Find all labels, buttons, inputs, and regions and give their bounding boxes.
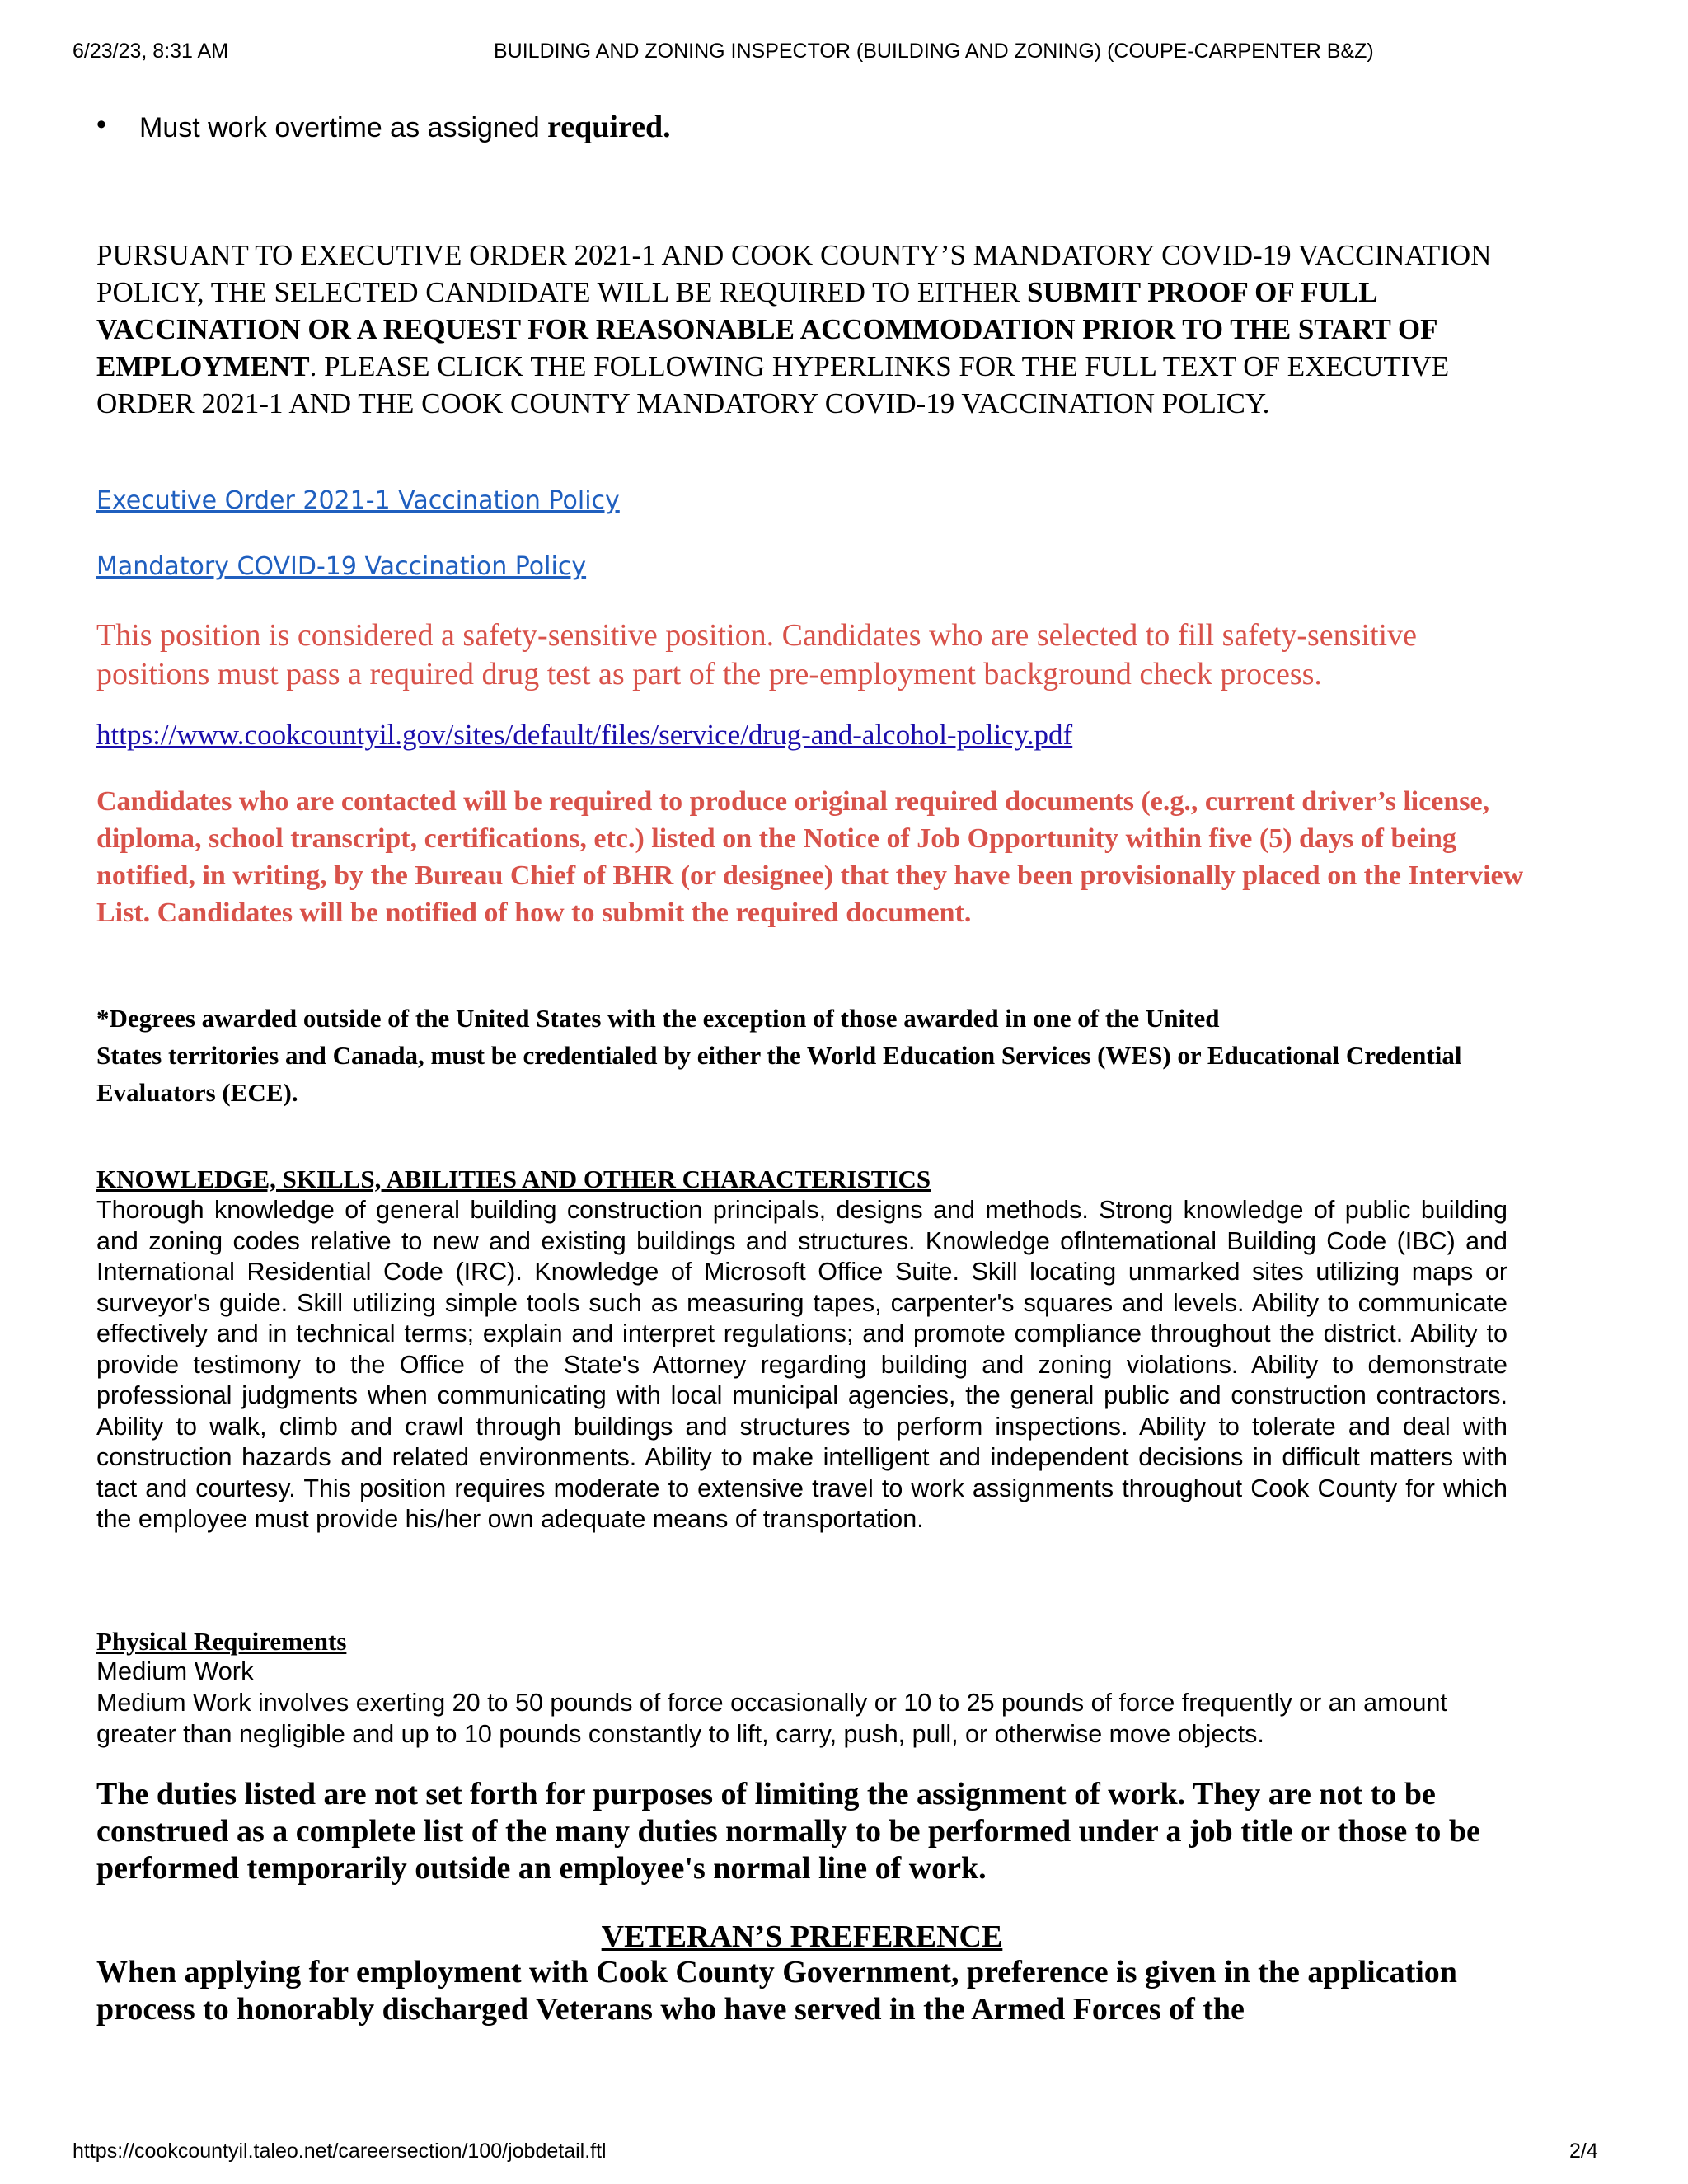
mandatory-vaccination-link[interactable]: Mandatory COVID-19 Vaccination Policy	[96, 552, 587, 581]
covid-policy-paragraph: PURSUANT TO EXECUTIVE ORDER 2021-1 AND COOK COUNTY’S MANDATORY COVID-19 VACCINATION POLICY, THE SELECTED CANDIDATE WILL BE REQUIRED TO EITHER SUBMIT PROOF OF FULL VACCINATION OR A REQUEST FOR REASONABLE ACCOMMODATION PRIOR TO THE START OF EMPLOYMENT. PLEASE CLICK THE FOLLOWING HYPERLINKS FOR THE FULL TEXT OF EXECUTIVE ORDER 2021-1 AND THE COOK COUNTY MANDATORY COVID-19 VACCINATION POLICY.	[96, 239, 1492, 419]
veterans-preference-body: When applying for employment with Cook County Government, preference is given in the application process to honorably discharged Veterans who have served in the Armed Forces of the	[96, 1955, 1457, 2027]
veterans-preference-heading: VETERAN’S PREFERENCE	[601, 1919, 1003, 1954]
physical-requirements-body: Medium Work involves exerting 20 to 50 pounds of force occasionally or 10 to 25 pounds of force frequently or an amount greater than negligible and up to 10 pounds constantly to lift, carry, push, pull, or otherwise move objects.	[96, 1689, 1447, 1748]
executive-order-link[interactable]: Executive Order 2021-1 Vaccination Policy	[96, 486, 620, 515]
required-documents-notice: Candidates who are contacted will be required to produce original required documents (e.g., current driver’s license, diploma, school transcript, certifications, etc.) listed on the Notice of Job Opportunity within five (5) days of being notified, in writing, by the Bureau Chief of BHR (or designee) that they have been provisionally placed on the Interview List. Candidates will be notified of how to submit the required document.	[96, 786, 1524, 928]
bullet-text: Must work overtime as assigned	[139, 112, 548, 143]
bullet-bold-text: required.	[547, 110, 671, 144]
print-datetime: 6/23/23, 8:31 AM	[73, 40, 229, 63]
ksa-body: Thorough knowledge of general building construction principals, designs and methods. Strong knowledge of public building and zoning codes relative to new and existing buildings and structures. Knowledge oflntemational Building Code (IBC) and International Residential Code (IRC). Knowledge of Microsoft Office Suite. Skill locating unmarked sites utilizing maps or surveyor's guide. Skill utilizing simple tools such as measuring tapes, carpenter's squares and levels. Ability to communicate effectively and in technical terms; explain and interpret regulations; and promote compliance throughout the district. Ability to provide testimony to the Office of the State's Attorney regarding building and zoning violations. Ability to demonstrate professional judgments when communicating with local municipal agencies, the general public and construction contractors. Ability to walk, climb and crawl through buildings and structures to perform inspections. Ability to tolerate and deal with construction hazards and related environments. Ability to make intelligent and independent decisions in difficult matters with tact and courtesy. This position requires moderate to extensive travel to work assignments throughout Cook County for which the employee must provide his/her own adequate means of transportation.	[96, 1196, 1507, 1533]
ksa-heading: KNOWLEDGE, SKILLS, ABILITIES AND OTHER CHARACTERISTICS	[96, 1165, 931, 1193]
drug-policy-link[interactable]: https://www.cookcountyil.gov/sites/default/files/service/drug-and-alcohol-policy.pdf	[96, 719, 1073, 751]
physical-requirements-level: Medium Work	[96, 1657, 254, 1685]
duties-disclaimer: The duties listed are not set forth for purposes of limiting the assignment of work. They are not to be construed as a complete list of the many duties normally to be performed under a job title or those to be performed temporarily outside an employee's normal line of work.	[96, 1777, 1480, 1886]
covid-policy-emphasis: SUBMIT PROOF OF FULL VACCINATION OR A REQUEST FOR REASONABLE ACCOMMODATION PRIOR TO THE START OF EMPLOYMENT	[96, 276, 1437, 382]
page-url: https://cookcountyil.taleo.net/careersection/100/jobdetail.ftl	[73, 2139, 607, 2163]
safety-sensitive-notice: This position is considered a safety-sensitive position. Candidates who are selected to fill safety-sensitive positions must pass a required drug test as part of the pre-employment background check process.	[96, 618, 1417, 691]
page-number: 2/4	[1569, 2139, 1598, 2163]
physical-requirements-heading: Physical Requirements	[96, 1627, 347, 1656]
bullet-symbol: •	[96, 109, 106, 140]
degrees-notice: *Degrees awarded outside of the United States with the exception of those awarded in one of the United States territories and Canada, must be credentialed by either the World Education Services (WES) or Educational Credential Evaluators (ECE).	[96, 1004, 1462, 1107]
print-page-title: BUILDING AND ZONING INSPECTOR (BUILDING AND ZONING) (COUPE-CARPENTER B&Z)	[494, 40, 1374, 63]
